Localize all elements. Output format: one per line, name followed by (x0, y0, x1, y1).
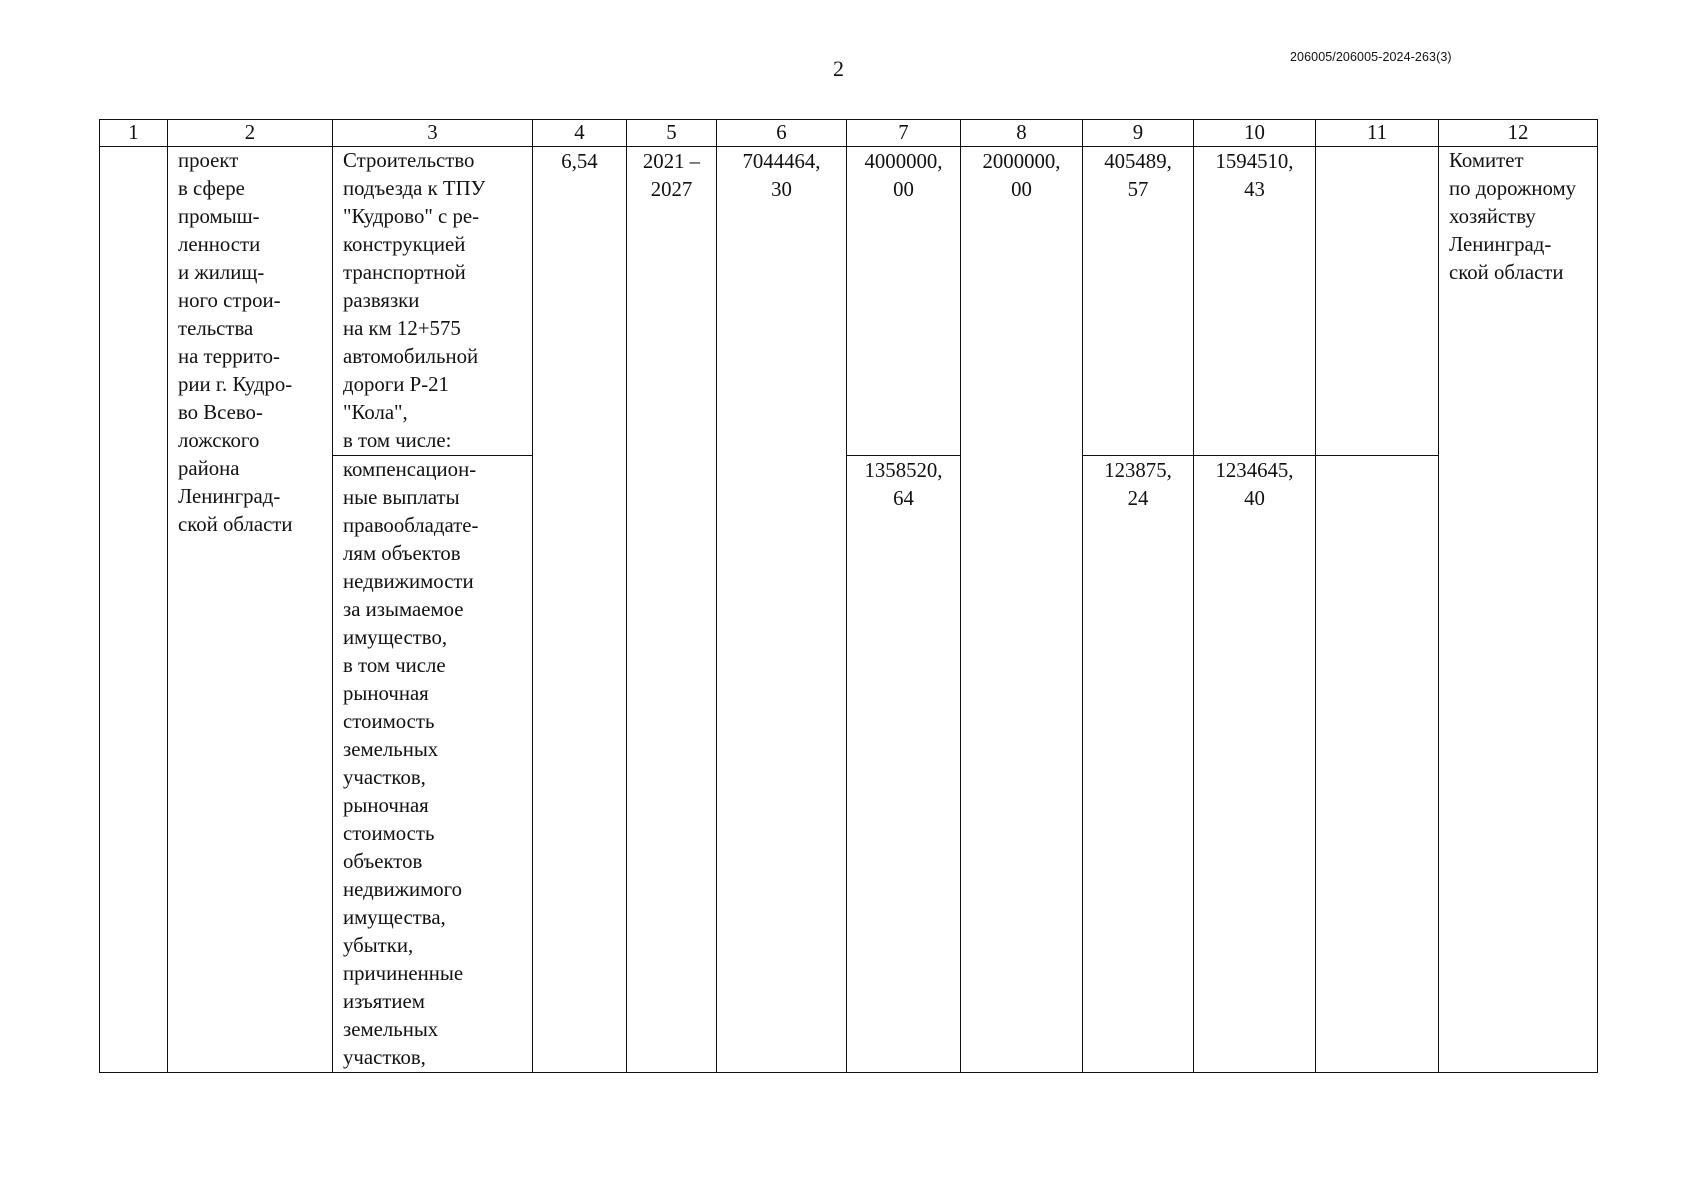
cell-period: 2021 – 2027 (627, 147, 717, 1073)
column-header: 5 (627, 120, 717, 147)
cell-col1 (100, 147, 168, 1073)
column-header: 12 (1439, 120, 1598, 147)
column-header: 4 (533, 120, 627, 147)
cell-col11-sub (1316, 456, 1439, 1073)
page-number: 2 (833, 56, 844, 81)
cell-project-description: проект в сфере промыш- ленности и жилищ- ного строи- тельства на террито- рии г. Кудро- во Всево- ложского района Ленинград- ской области (168, 147, 333, 1073)
column-header: 11 (1316, 120, 1439, 147)
column-number-row (100, 120, 1598, 147)
cell-total-cost: 7044464, 30 (717, 147, 847, 1073)
column-header: 10 (1194, 120, 1316, 147)
data-table (99, 119, 1598, 1073)
cell-compensation-description: компенсацион- ные выплаты правообладате- лям объектов недвижимости за изымаемое имущество, в том числе рыночная стоимость земельных участков, рыночная стоимость объектов недвижимого имущества, убытки, причиненные изъятием земельных участков, (333, 456, 533, 1073)
cell-col9: 405489, 57 (1083, 147, 1194, 456)
cell-col11 (1316, 147, 1439, 456)
cell-length-km: 6,54 (533, 147, 627, 1073)
cell-col8: 2000000, 00 (961, 147, 1083, 1073)
cell-col10-sub: 1234645, 40 (1194, 456, 1316, 1073)
column-header: 8 (961, 120, 1083, 147)
document-id: 206005/206005-2024-263(3) (1290, 50, 1452, 64)
cell-col7: 4000000, 00 (847, 147, 961, 456)
column-header: 3 (333, 120, 533, 147)
cell-col10: 1594510, 43 (1194, 147, 1316, 456)
column-header: 2 (168, 120, 333, 147)
column-header: 9 (1083, 120, 1194, 147)
column-header: 7 (847, 120, 961, 147)
column-header: 6 (717, 120, 847, 147)
cell-responsible: Комитет по дорожному хозяйству Ленинград- ской области (1439, 147, 1598, 1073)
table-row-main (100, 147, 1598, 456)
cell-col9-sub: 123875, 24 (1083, 456, 1194, 1073)
cell-col7-sub: 1358520, 64 (847, 456, 961, 1073)
column-header: 1 (100, 120, 168, 147)
cell-object-name: Строительство подъезда к ТПУ "Кудрово" с ре- конструкцией транспортной развязки на км 12+575 автомобильной дороги Р-21 "Кола", в том числе: (333, 147, 533, 456)
